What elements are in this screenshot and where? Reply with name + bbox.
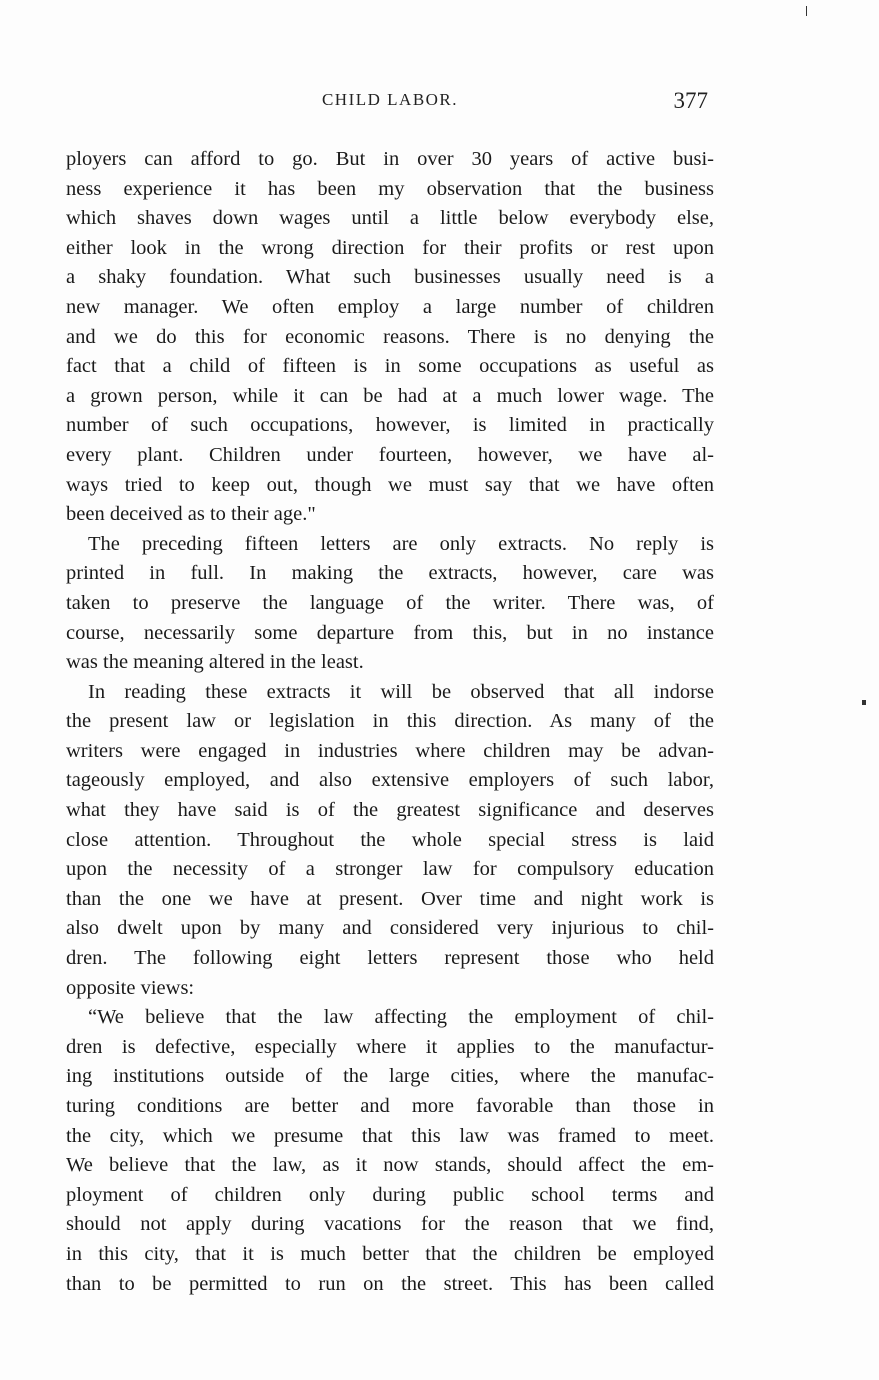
text-line: the present law or legislation in this direction. As many of the [66,710,714,733]
text-line: number of such occupations, however, is limited in practically [66,414,714,437]
text-line: fact that a child of fifteen is in some occupations as useful as [66,355,714,378]
text-line: close attention. Throughout the whole special stress is laid [66,828,714,851]
text-line: what they have said is of the greatest significance and deserves [66,799,714,822]
text-line: writers were engaged in industries where children may be advan- [66,739,714,762]
text-line: new manager. We often employ a large number of children [66,295,714,318]
print-speck [806,6,807,16]
text-line: We believe that the law, as it now stands, should affect the em- [66,1154,714,1177]
body-text [66,145,714,1299]
text-line: either look in the wrong direction for their profits or rest upon [66,236,714,259]
text-line: taken to preserve the language of the writer. There was, of [66,591,714,614]
text-line: course, necessarily some departure from this, but in no instance [66,621,714,644]
text-line: dren. The following eight letters represent those who held [66,947,714,970]
text-line: also dwelt upon by many and considered very injurious to chil- [66,917,714,940]
text-line: turing conditions are better and more favorable than those in [66,1095,714,1117]
print-speck [862,700,866,705]
text-line: upon the necessity of a stronger law for compulsory education [66,858,714,881]
text-line: In reading these extracts it will be observed that all indorse [88,680,714,703]
text-line: than to be permitted to run on the street. This has been called [66,1272,714,1295]
text-line: “We believe that the law affecting the employment of chil- [88,1006,714,1029]
text-line: the city, which we presume that this law was framed to meet. [66,1124,714,1147]
running-title: CHILD LABOR. [321,90,459,109]
text-line: opposite views: [66,976,195,999]
text-line: which shaves down wages until a little below everybody else, [66,207,714,230]
text-line: every plant. Children under fourteen, however, we have al- [66,443,714,466]
text-line: ness experience it has been my observation that the business [66,177,714,200]
text-line: a grown person, while it can be had at a much lower wage. The [66,384,714,407]
text-line: tageously employed, and also extensive employers of such labor, [66,769,714,792]
page-number: 377 [673,88,708,113]
text-line: ing institutions outside of the large cities, where the manufac- [66,1065,714,1088]
text-line: than the one we have at present. Over time and night work is [66,887,714,910]
text-line: a shaky foundation. What such businesses usually need is a [66,266,714,289]
text-line: and we do this for economic reasons. There is no denying the [66,325,714,348]
text-line: should not apply during vacations for the reason that we find, [66,1213,714,1236]
text-line: dren is defective, especially where it applies to the manufactur- [66,1035,714,1058]
text-line: was the meaning altered in the least. [66,651,364,674]
text-line: ployment of children only during public school terms and [66,1183,714,1206]
page-header [66,90,714,120]
text-line: been deceived as to their age." [66,503,316,526]
text-line: ployers can afford to go. But in over 30 years of active busi- [66,148,714,170]
text-line: printed in full. In making the extracts, however, care was [66,562,714,585]
text-line: The preceding fifteen letters are only extracts. No reply is [88,532,714,555]
text-line: ways tried to keep out, though we must say that we have often [66,473,714,496]
text-line: in this city, that it is much better that the children be employed [66,1242,714,1265]
